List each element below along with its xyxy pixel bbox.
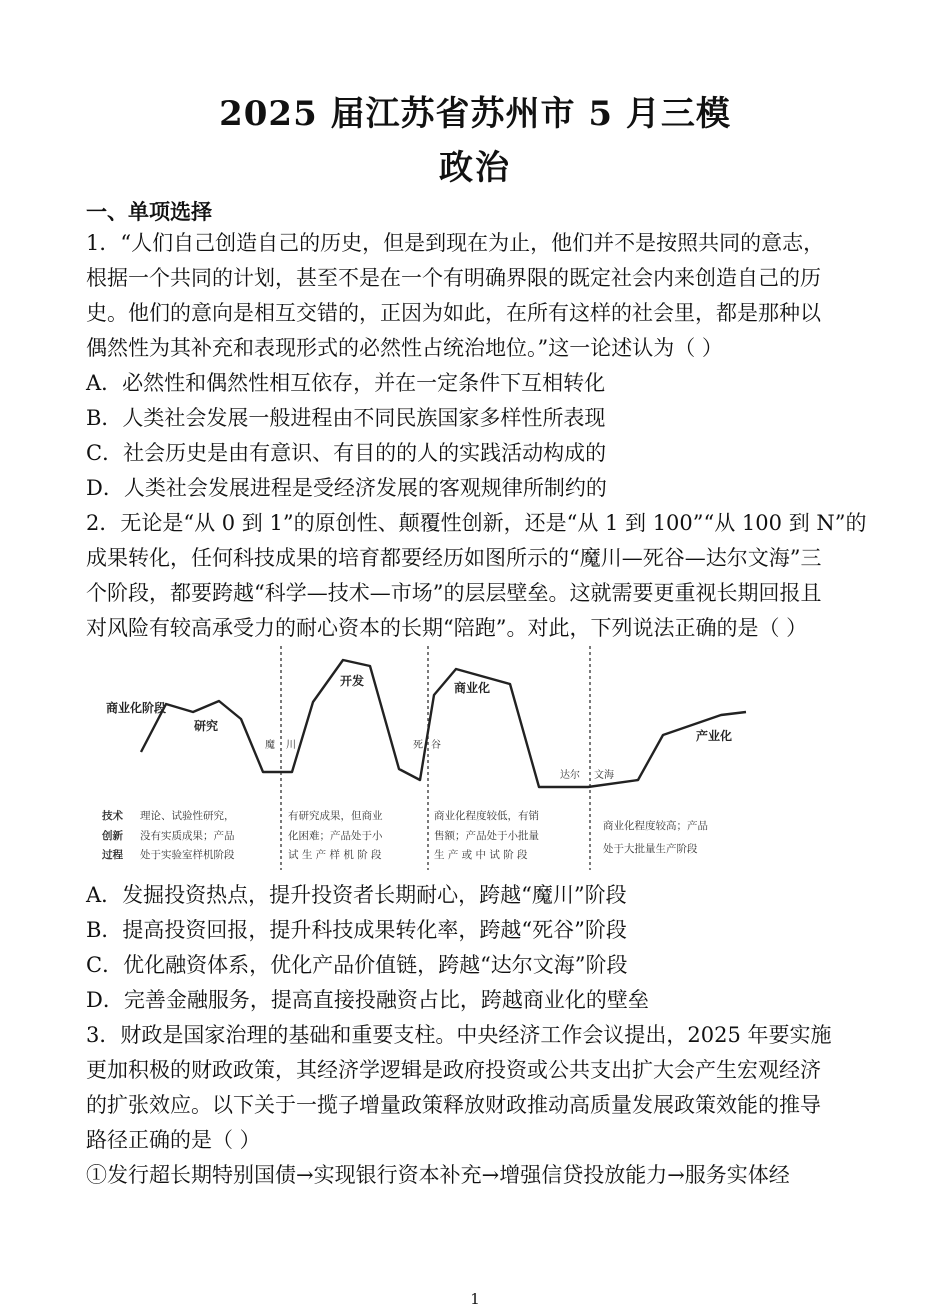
stage-desc-research: 理论、试验性研究， <box>140 810 235 822</box>
stage-desc-commercialization: 售额；产品处于小批量 <box>434 830 539 842</box>
q1-line: 偶然性为其补充和表现形式的必然性占统治地位。”这一论述认为（ ） <box>86 336 723 360</box>
q2-option-a: A．发掘投资热点，提升投资者长期耐心，跨越“魔川”阶段 <box>86 883 627 907</box>
label-darwin-sea-2: 文海 <box>594 770 614 781</box>
q3-line: 的扩张效应。以下关于一揽子增量政策释放财政推动高质量发展政策效能的推导 <box>86 1093 821 1117</box>
stage-desc-industrialization: 商业化程度较高；产品 <box>603 820 708 832</box>
q2-option-d: D．完善金融服务，提高直接投融资占比，跨越商业化的壁垒 <box>86 988 649 1012</box>
stage-desc-development: 试 生 产 样 机 阶 段 <box>288 849 382 861</box>
stage-desc-commercialization: 商业化程度较低，有销 <box>434 810 539 822</box>
section-title: 一、单项选择 <box>86 199 212 224</box>
q2-line: 对风险有较高承受力的耐心资本的长期“陪跑”。对此，下列说法正确的是（ ） <box>86 616 808 640</box>
q2-line: 成果转化，任何科技成果的培育都要经历如图所示的“魔川—死谷—达尔文海”三 <box>86 546 822 570</box>
row-label: 创新 <box>102 830 123 842</box>
q2-option-c: C．优化融资体系，优化产品价值链，跨越“达尔文海”阶段 <box>86 953 628 977</box>
q2-line: 个阶段，都要跨越“科学—技术—市场”的层层壁垒。这就需要更重视长期回报且 <box>86 581 822 605</box>
q3-line: 3．财政是国家治理的基础和重要支柱。中央经济工作会议提出，2025 年要实施 <box>86 1023 832 1047</box>
stage-desc-commercialization: 生 产 或 中 试 阶 段 <box>434 849 528 861</box>
q3-line: 更加积极的财政政策，其经济学逻辑是政府投资或公共支出扩大会产生宏观经济 <box>86 1058 821 1082</box>
label-death-valley-1: 死 <box>413 740 423 751</box>
q1-option-c: C．社会历史是由有意识、有目的的人的实践活动构成的 <box>86 441 607 465</box>
label-research: 研究 <box>194 719 219 733</box>
stage-desc-development: 化困难；产品处于小 <box>288 830 383 842</box>
q1-option-d: D．人类社会发展进程是受经济发展的客观规律所制约的 <box>86 476 607 500</box>
subject-title: 政治 <box>439 148 511 188</box>
label-commercialization: 商业化 <box>454 681 491 695</box>
exam-title: 2025 届江苏省苏州市 5 月三模 <box>219 94 731 134</box>
innovation-stage-diagram <box>98 644 758 874</box>
stage-desc-research: 没有实质成果；产品 <box>140 830 235 842</box>
row-label: 技术 <box>102 810 123 822</box>
label-commercial-stage: 商业化阶段 <box>106 701 167 715</box>
label-industrialization: 产业化 <box>696 729 733 743</box>
label-darwin-sea-1: 达尔 <box>560 770 580 781</box>
stage-desc-development: 有研究成果，但商业 <box>288 810 383 822</box>
stage-desc-industrialization: 处于大批量生产阶段 <box>603 843 698 855</box>
q3-line: 路径正确的是（ ） <box>86 1128 261 1152</box>
stage-desc-research: 处于实验室样机阶段 <box>140 849 235 861</box>
q2-line: 2．无论是“从 0 到 1”的原创性、颠覆性创新，还是“从 1 到 100”“从 100 到 N”的 <box>86 511 867 535</box>
row-label: 过程 <box>102 849 123 861</box>
label-devil-river-1: 魔 <box>265 740 275 751</box>
label-death-valley-2: 谷 <box>431 740 441 751</box>
q1-option-b: B．人类社会发展一般进程由不同民族国家多样性所表现 <box>86 406 606 430</box>
page-number: 1 <box>470 1290 480 1308</box>
q1-line: 根据一个共同的计划，甚至不是在一个有明确界限的既定社会内来创造自己的历 <box>86 266 821 290</box>
label-devil-river-2: 川 <box>286 740 296 751</box>
q1-line: 1．“人们自己创造自己的历史，但是到现在为止，他们并不是按照共同的意志， <box>86 231 825 255</box>
label-development: 开发 <box>340 674 365 688</box>
q1-option-a: A．必然性和偶然性相互依存，并在一定条件下互相转化 <box>86 371 606 395</box>
q3-statement-1: ①发行超长期特别国债→实现银行资本补充→增强信贷投放能力→服务实体经 <box>86 1163 790 1187</box>
q2-option-b: B．提高投资回报，提升科技成果转化率，跨越“死谷”阶段 <box>86 918 627 942</box>
q1-line: 史。他们的意向是相互交错的，正因为如此，在所有这样的社会里，都是那种以 <box>86 301 821 325</box>
